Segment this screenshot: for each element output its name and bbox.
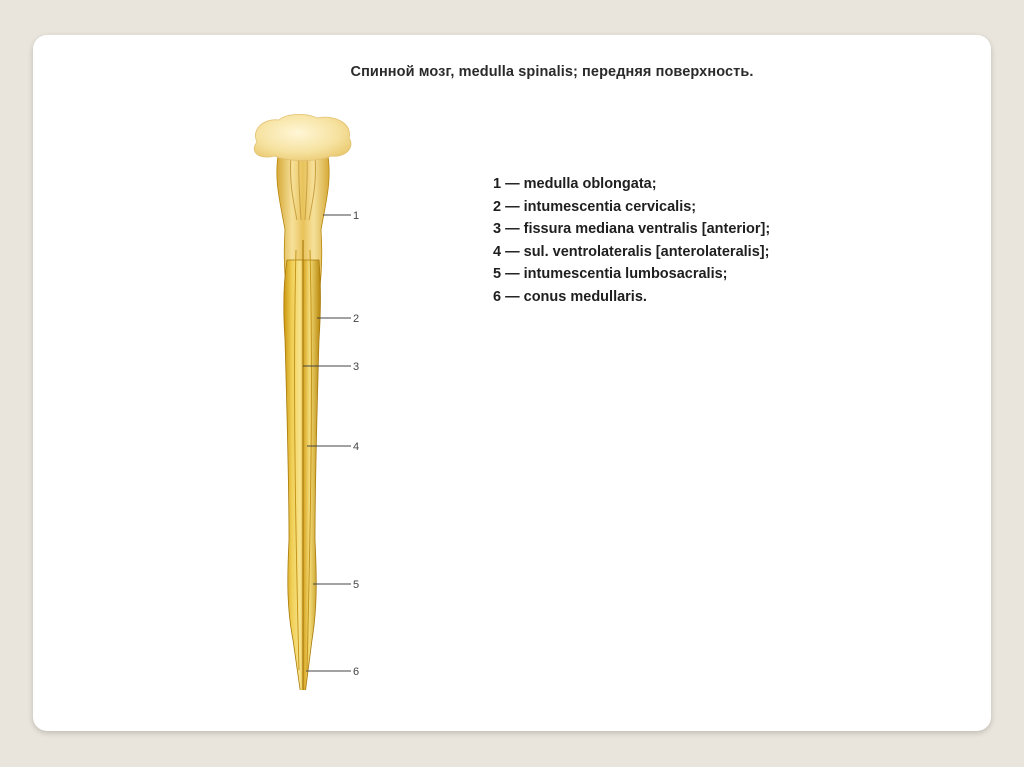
spinal-cord-figure <box>213 110 373 690</box>
legend-item <box>493 241 770 264</box>
legend-text: conus medullaris. <box>523 288 647 305</box>
legend-number: 2 <box>493 198 502 215</box>
slide-card <box>33 35 991 731</box>
legend-dash: — <box>505 198 520 215</box>
callout-label-5: 5 <box>353 579 360 591</box>
brainstem-pons <box>254 114 351 160</box>
legend-item <box>493 286 770 309</box>
callout-label-3: 3 <box>353 361 360 373</box>
legend-text: medulla oblongata; <box>523 176 657 192</box>
legend-dash: — <box>505 176 520 192</box>
callout-label-2: 2 <box>353 313 360 325</box>
legend-list <box>493 173 770 309</box>
legend-number: 5 <box>493 266 502 283</box>
legend-number: 1 <box>493 176 502 192</box>
legend-item <box>493 173 770 196</box>
legend-text: fissura mediana ventralis [anterior]; <box>523 221 771 238</box>
legend-text: sul. ventrolateralis [anterolateralis]; <box>523 243 770 260</box>
legend-text: intumescentia lumbosacralis; <box>523 266 728 283</box>
legend-item <box>493 263 770 286</box>
legend-number: 3 <box>493 221 502 238</box>
legend-dash: — <box>505 288 520 305</box>
legend-dash: — <box>505 243 520 260</box>
spinal-cord-shaft <box>284 260 321 690</box>
legend-item <box>493 218 770 241</box>
callout-label-1: 1 <box>353 210 360 222</box>
callout-label-4: 4 <box>353 441 360 453</box>
spinal-cord-illustration <box>213 110 373 690</box>
legend-text: intumescentia cervicalis; <box>523 198 697 215</box>
legend-dash: — <box>505 266 520 283</box>
callout-label-6: 6 <box>353 666 360 678</box>
legend-number: 6 <box>493 288 502 305</box>
legend-dash: — <box>505 221 520 238</box>
legend-item <box>493 196 770 219</box>
slide-title: Спинной мозг, medulla spinalis; передняя поверхность. <box>350 64 754 80</box>
legend-number: 4 <box>493 243 502 260</box>
